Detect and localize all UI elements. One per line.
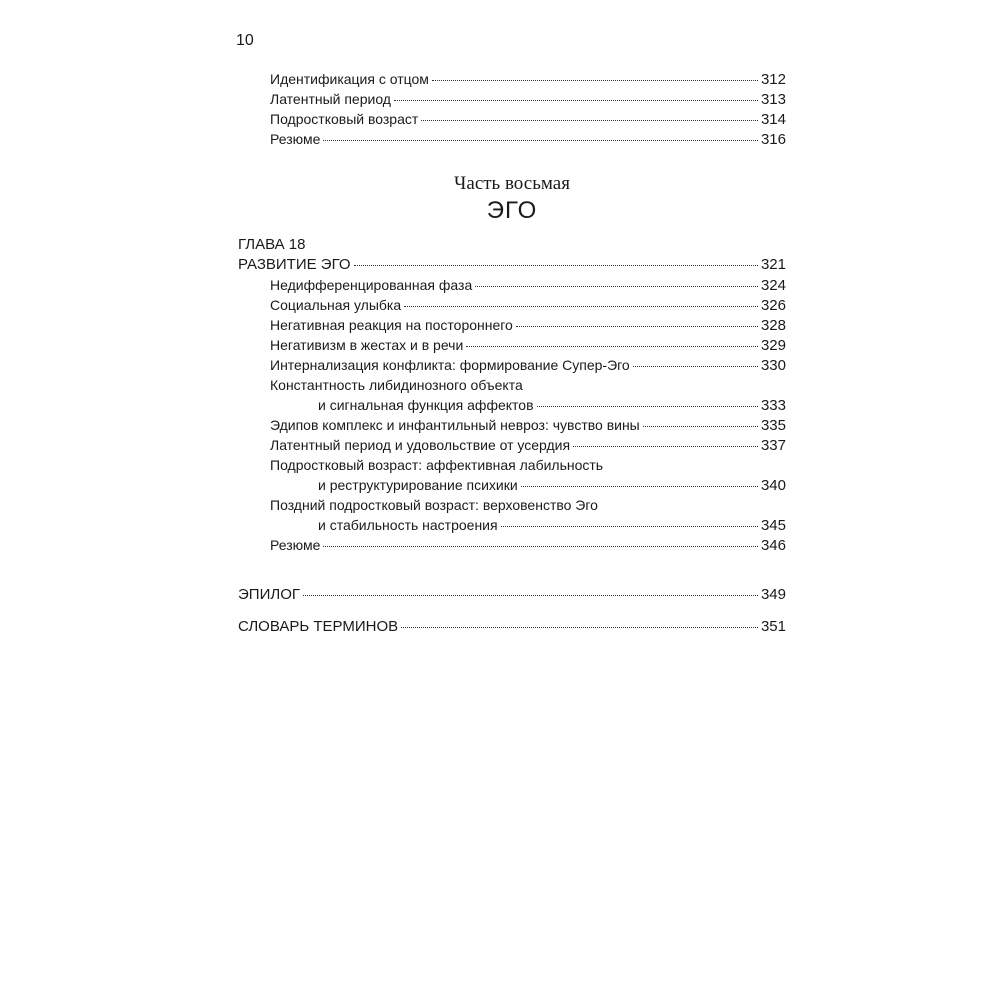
toc-entry[interactable]: [238, 295, 786, 315]
toc-entry[interactable]: [238, 335, 786, 355]
leader-dots: [323, 140, 758, 141]
leader-dots: [466, 346, 758, 347]
leader-dots: [404, 306, 758, 307]
leader-dots: [521, 486, 758, 487]
leader-dots: [421, 120, 758, 121]
glossary-entry[interactable]: [238, 617, 786, 637]
toc-entry-label: Эдипов комплекс и инфантильный невроз: чувство вины: [270, 417, 640, 433]
toc-entry-page: 329: [760, 337, 786, 354]
page-number: 10: [236, 32, 254, 49]
toc-entry-page: 314: [760, 111, 786, 128]
toc-entry-page: 330: [760, 357, 786, 374]
toc-back-matter: [238, 585, 786, 637]
toc-entry-page: 340: [760, 477, 786, 494]
toc-entry[interactable]: [238, 89, 786, 109]
leader-dots: [643, 426, 758, 427]
toc-entry-label: Резюме: [270, 537, 321, 553]
toc-entry[interactable]: [238, 275, 786, 295]
toc-entry-label: Латентный период: [270, 91, 391, 107]
chapter-label: ГЛАВА 18: [238, 236, 306, 253]
leader-dots: [394, 100, 758, 101]
toc-chapter-section: [238, 235, 786, 555]
toc-entry[interactable]: [238, 415, 786, 435]
toc-entry-label: Недифференцированная фаза: [270, 277, 473, 293]
toc-entry-first-line[interactable]: Константность либидинозного объекта: [270, 377, 523, 393]
toc-entry[interactable]: [238, 535, 786, 555]
epilogue-label: ЭПИЛОГ: [238, 586, 300, 603]
chapter-title-entry[interactable]: [238, 255, 786, 275]
glossary-label: СЛОВАРЬ ТЕРМИНОВ: [238, 618, 399, 635]
leader-dots: [633, 366, 758, 367]
epilogue-page: 349: [760, 586, 786, 603]
toc-entry-label: Негативная реакция на постороннего: [270, 317, 513, 333]
leader-dots: [303, 595, 758, 596]
toc-entry[interactable]: [238, 109, 786, 129]
toc-entry[interactable]: [238, 129, 786, 149]
leader-dots: [516, 326, 758, 327]
toc-entry[interactable]: [238, 515, 786, 535]
toc-entry-page: 346: [760, 537, 786, 554]
toc-entry-page: 326: [760, 297, 786, 314]
toc-entry-label: и стабильность настроения: [318, 517, 498, 533]
leader-dots: [354, 265, 758, 266]
toc-entry-page: 312: [760, 71, 786, 88]
toc-entry-label: Интернализация конфликта: формирование Супер-Эго: [270, 357, 630, 373]
toc-top-section: [238, 69, 786, 149]
toc-entry-label: Подростковый возраст: [270, 111, 419, 127]
glossary-page: 351: [760, 618, 786, 635]
toc-entry-label: и сигнальная функция аффектов: [318, 397, 534, 413]
toc-entry-first-line[interactable]: Подростковый возраст: аффективная лабильность: [270, 457, 604, 473]
toc-entry-label: Идентификация с отцом: [270, 71, 429, 87]
toc-entry-page: 345: [760, 517, 786, 534]
toc-entry-page: 316: [760, 131, 786, 148]
toc-entry-page: 337: [760, 437, 786, 454]
leader-dots: [401, 627, 758, 628]
toc-entry[interactable]: [238, 435, 786, 455]
toc-entry[interactable]: [238, 355, 786, 375]
toc-entry-page: 328: [760, 317, 786, 334]
part-subtitle: Часть восьмая: [454, 173, 570, 194]
leader-dots: [501, 526, 758, 527]
toc-entry-label: Латентный период и удовольствие от усердия: [270, 437, 571, 453]
toc-entry[interactable]: [238, 475, 786, 495]
toc-entry-label: Социальная улыбка: [270, 297, 402, 313]
leader-dots: [475, 286, 758, 287]
toc-entry-page: 324: [760, 277, 786, 294]
toc-entry-label: Негативизм в жестах и в речи: [270, 337, 464, 353]
leader-dots: [432, 80, 758, 81]
toc-entry-first-line[interactable]: Поздний подростковый возраст: верховенство Эго: [270, 497, 598, 513]
chapter-page: 321: [760, 256, 786, 273]
toc-entry-page: 333: [760, 397, 786, 414]
toc-entry[interactable]: [238, 395, 786, 415]
toc-entry[interactable]: [238, 315, 786, 335]
leader-dots: [573, 446, 758, 447]
toc-entry-label: и реструктурирование психики: [318, 477, 518, 493]
toc-entry-page: 313: [760, 91, 786, 108]
epilogue-entry[interactable]: [238, 585, 786, 605]
toc-entry-label: Резюме: [270, 131, 321, 147]
part-title: ЭГО: [486, 197, 538, 224]
chapter-title: РАЗВИТИЕ ЭГО: [238, 256, 351, 273]
leader-dots: [323, 546, 758, 547]
toc-entry-page: 335: [760, 417, 786, 434]
part-heading: [238, 172, 786, 226]
leader-dots: [537, 406, 758, 407]
toc-entry[interactable]: [238, 69, 786, 89]
